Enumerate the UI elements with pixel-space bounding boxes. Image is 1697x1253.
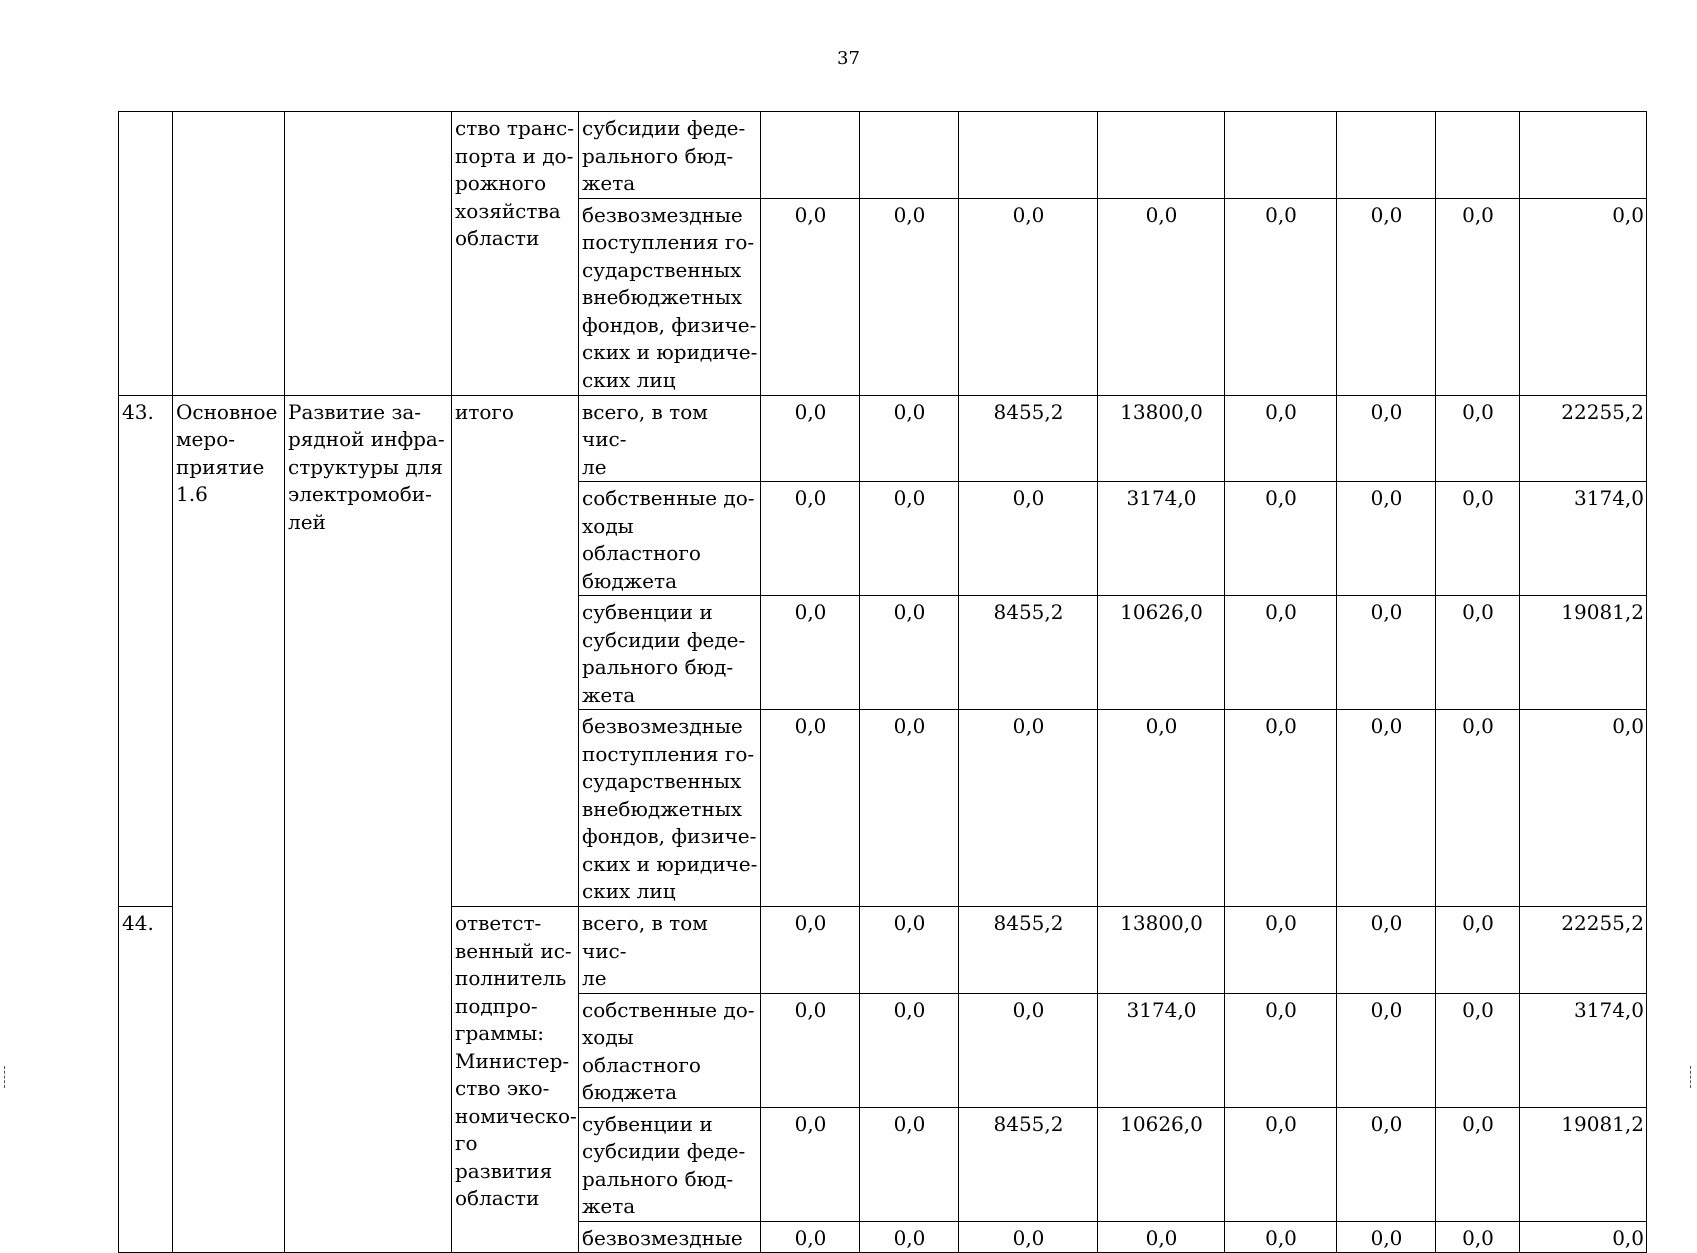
value-cell: 8455,2 [959, 1107, 1098, 1221]
value-cell: 10626,0 [1098, 1107, 1225, 1221]
value-cell: 0,0 [1337, 710, 1436, 907]
scan-edge-mark-right [1690, 1066, 1693, 1088]
value-cell [1436, 112, 1520, 199]
value-cell: 0,0 [959, 198, 1098, 395]
value-cell: 0,0 [959, 482, 1098, 596]
value-cell: 22255,2 [1520, 907, 1647, 994]
value-cell: 0,0 [1436, 482, 1520, 596]
value-cell [1225, 112, 1337, 199]
value-cell: 0,0 [761, 482, 860, 596]
value-cell: 0,0 [1225, 993, 1337, 1107]
value-cell: 0,0 [1337, 482, 1436, 596]
number-cell: 43. [119, 395, 173, 907]
value-cell: 0,0 [959, 1221, 1098, 1253]
value-cell: 0,0 [1225, 198, 1337, 395]
source-cell: собственные до- ходы областного бюджета [579, 482, 761, 596]
table-row [119, 395, 1647, 482]
value-cell: 0,0 [1098, 1221, 1225, 1253]
number-cell: 44. [119, 907, 173, 1253]
value-cell: 0,0 [1520, 1221, 1647, 1253]
value-cell: 0,0 [1436, 395, 1520, 482]
value-cell [761, 112, 860, 199]
value-cell: 3174,0 [1520, 482, 1647, 596]
value-cell: 0,0 [1225, 710, 1337, 907]
value-cell: 0,0 [761, 710, 860, 907]
source-cell: безвозмездные поступления го- сударственных внебюджетных фондов, физиче- ских и юридиче- ских лиц [579, 198, 761, 395]
value-cell [1337, 112, 1436, 199]
value-cell: 0,0 [761, 1107, 860, 1221]
value-cell: 0,0 [1098, 198, 1225, 395]
source-cell: субвенции и субсидии феде- рального бюд- жета [579, 1107, 761, 1221]
value-cell: 0,0 [1098, 710, 1225, 907]
table-body [119, 112, 1647, 1253]
budget-table [118, 111, 1647, 1253]
value-cell: 0,0 [860, 482, 959, 596]
value-cell: 0,0 [761, 198, 860, 395]
source-cell: всего, в том чис- ле [579, 395, 761, 482]
value-cell: 13800,0 [1098, 395, 1225, 482]
status-cell [173, 112, 285, 396]
value-cell: 0,0 [1225, 907, 1337, 994]
number-cell [119, 112, 173, 396]
value-cell: 0,0 [761, 993, 860, 1107]
value-cell: 10626,0 [1098, 596, 1225, 710]
name-cell [285, 112, 452, 396]
page-number: 37 [837, 48, 860, 69]
value-cell: 0,0 [959, 710, 1098, 907]
executor-cell: ответст- венный ис- полнитель подпро- граммы: Министер- ство эко- номическо- го развития области [452, 907, 579, 1253]
value-cell: 0,0 [1225, 395, 1337, 482]
scan-edge-mark-left [4, 1066, 7, 1088]
value-cell: 0,0 [1337, 1107, 1436, 1221]
value-cell: 0,0 [860, 395, 959, 482]
source-cell: всего, в том чис- ле [579, 907, 761, 994]
source-cell: субвенции и субсидии феде- рального бюд- жета [579, 596, 761, 710]
value-cell [860, 112, 959, 199]
source-cell: безвозмездные [579, 1221, 761, 1253]
value-cell [1098, 112, 1225, 199]
value-cell: 0,0 [860, 596, 959, 710]
value-cell: 22255,2 [1520, 395, 1647, 482]
value-cell: 0,0 [860, 907, 959, 994]
value-cell: 0,0 [1337, 395, 1436, 482]
value-cell: 3174,0 [1520, 993, 1647, 1107]
source-cell: безвозмездные поступления го- сударственных внебюджетных фондов, физиче- ских и юридиче- ских лиц [579, 710, 761, 907]
value-cell: 0,0 [1520, 710, 1647, 907]
value-cell: 0,0 [761, 395, 860, 482]
table-row [119, 112, 1647, 199]
value-cell: 0,0 [1337, 198, 1436, 395]
value-cell: 0,0 [1436, 710, 1520, 907]
name-cell: Развитие за- рядной инфра- структуры для электромоби- лей [285, 395, 452, 1253]
value-cell: 0,0 [860, 1221, 959, 1253]
value-cell: 0,0 [1436, 596, 1520, 710]
value-cell: 0,0 [1225, 1221, 1337, 1253]
value-cell: 0,0 [1436, 907, 1520, 994]
value-cell: 0,0 [761, 596, 860, 710]
source-cell: собственные до- ходы областного бюджета [579, 993, 761, 1107]
source-cell: субсидии феде- рального бюд- жета [579, 112, 761, 199]
value-cell: 0,0 [761, 907, 860, 994]
executor-cell: ство транс- порта и до- рожного хозяйства области [452, 112, 579, 396]
value-cell: 0,0 [1436, 1107, 1520, 1221]
value-cell: 19081,2 [1520, 1107, 1647, 1221]
value-cell: 8455,2 [959, 907, 1098, 994]
value-cell: 8455,2 [959, 596, 1098, 710]
value-cell: 19081,2 [1520, 596, 1647, 710]
value-cell: 0,0 [1337, 596, 1436, 710]
value-cell: 13800,0 [1098, 907, 1225, 994]
value-cell: 0,0 [860, 710, 959, 907]
value-cell: 0,0 [1225, 482, 1337, 596]
value-cell: 0,0 [1520, 198, 1647, 395]
executor-cell: итого [452, 395, 579, 907]
value-cell: 0,0 [1337, 993, 1436, 1107]
value-cell: 0,0 [1225, 1107, 1337, 1221]
value-cell: 3174,0 [1098, 993, 1225, 1107]
value-cell: 0,0 [1337, 907, 1436, 994]
value-cell: 0,0 [1337, 1221, 1436, 1253]
value-cell: 0,0 [959, 993, 1098, 1107]
value-cell: 0,0 [1436, 198, 1520, 395]
value-cell [1520, 112, 1647, 199]
value-cell: 0,0 [860, 993, 959, 1107]
value-cell: 0,0 [761, 1221, 860, 1253]
value-cell: 0,0 [1225, 596, 1337, 710]
value-cell [959, 112, 1098, 199]
value-cell: 8455,2 [959, 395, 1098, 482]
value-cell: 0,0 [1436, 993, 1520, 1107]
value-cell: 0,0 [860, 198, 959, 395]
value-cell: 3174,0 [1098, 482, 1225, 596]
value-cell: 0,0 [1436, 1221, 1520, 1253]
value-cell: 0,0 [860, 1107, 959, 1221]
status-cell: Основное меро- приятие 1.6 [173, 395, 285, 1253]
